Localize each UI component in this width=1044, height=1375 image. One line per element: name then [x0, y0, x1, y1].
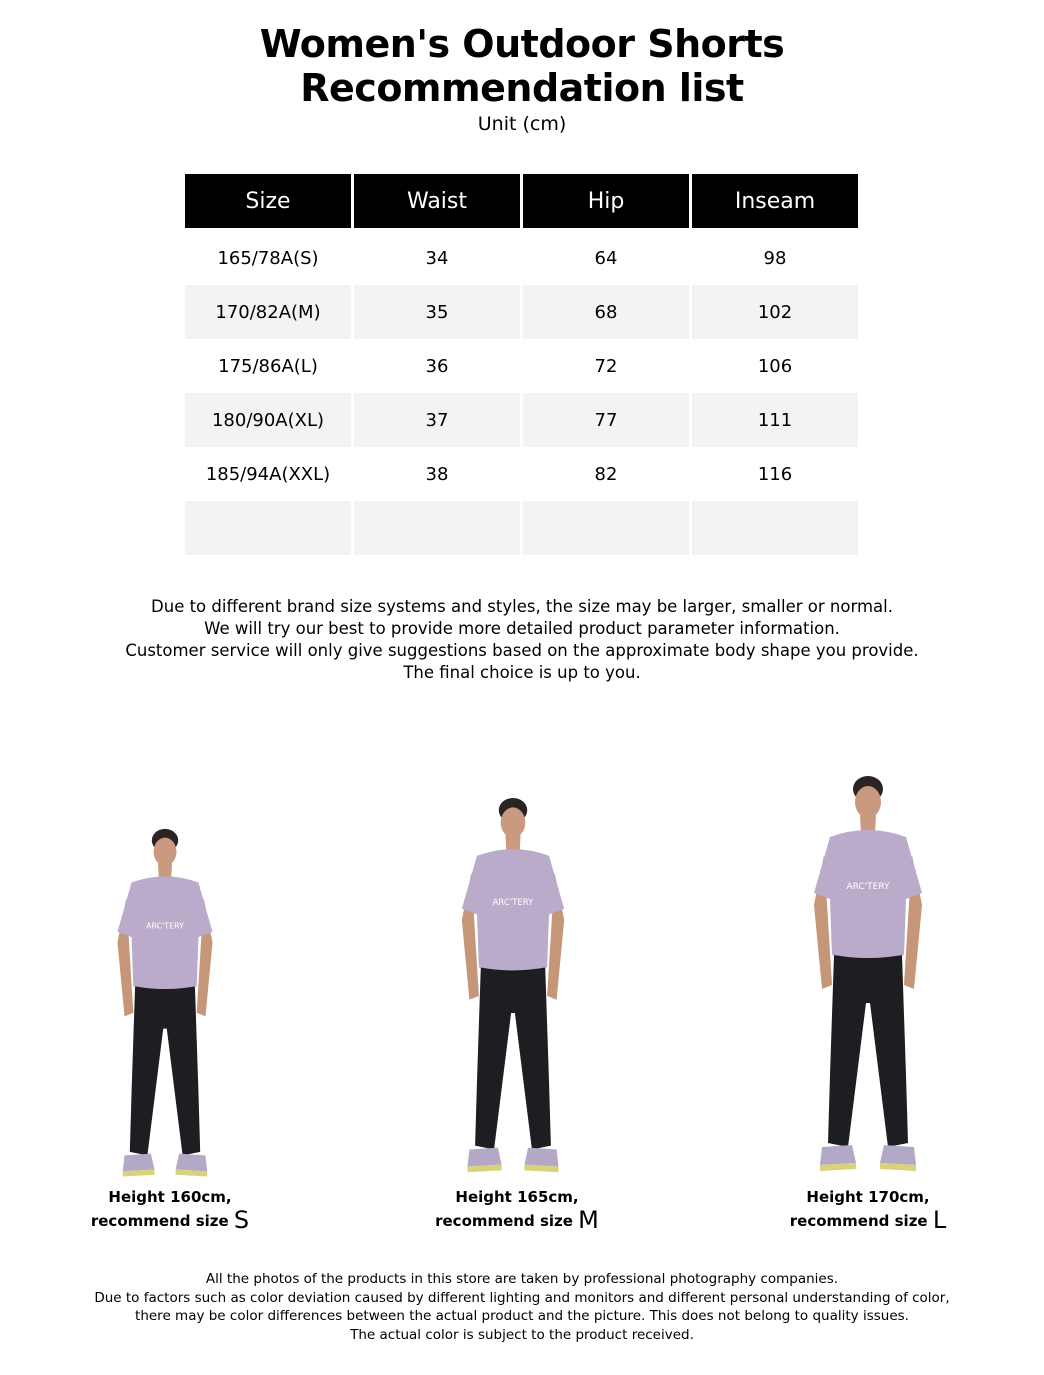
unit-label: Unit (cm): [477, 113, 567, 135]
model-caption-165: [387, 1186, 647, 1233]
cell-size: 175/86A(L): [218, 355, 318, 377]
cell-size: 180/90A(XL): [185, 393, 351, 447]
model-photo-170: [806, 775, 930, 1175]
header-waist: Waist: [354, 174, 520, 231]
cell-hip: 72: [594, 355, 618, 377]
table-row: [185, 231, 858, 285]
model-figure: [117, 829, 212, 1177]
header-inseam: Inseam: [692, 174, 858, 231]
header-hip: Hip: [523, 174, 689, 231]
cell-hip: 77: [523, 393, 689, 447]
cell-inseam: 111: [692, 393, 858, 447]
cell-inseam: [692, 501, 858, 555]
cell-size: 170/82A(M): [185, 285, 351, 339]
disclaimer-line: there may be color differences between the actual product and the picture. This does not belong to quality issues.: [135, 1308, 909, 1325]
cell-hip: 64: [594, 247, 618, 269]
caption-height: Height 160cm,: [108, 1188, 232, 1206]
cell-waist: 34: [425, 247, 449, 269]
note-line: The final choice is up to you.: [403, 663, 641, 682]
table-row: [185, 447, 858, 501]
cell-inseam: 106: [757, 355, 793, 377]
model-caption-170: [738, 1186, 998, 1233]
note-line: Due to different brand size systems and styles, the size may be larger, smaller or normal.: [151, 597, 893, 616]
size-notes: [0, 596, 1044, 684]
cell-inseam: 116: [757, 463, 793, 485]
disclaimer-line: All the photos of the products in this store are taken by professional photography companies.: [205, 1271, 839, 1287]
page-title: [0, 22, 1044, 110]
cell-waist: 35: [354, 285, 520, 339]
photo-disclaimer: [0, 1270, 1044, 1344]
cell-size: 185/94A(XXL): [205, 463, 331, 485]
note-line: We will try our best to provide more detailed product parameter information.: [204, 619, 840, 638]
note-line: Customer service will only give suggestions based on the approximate body shape you provide.: [125, 641, 919, 660]
disclaimer-line: Due to factors such as color deviation caused by different lighting and monitors and different personal understanding of color,: [94, 1289, 950, 1306]
model-photo-165: [452, 797, 574, 1176]
cell-size: [185, 501, 351, 555]
caption-size: L: [932, 1206, 947, 1234]
table-row: [185, 285, 858, 339]
model-photo-160: [100, 828, 230, 1180]
caption-recommend-text: recommend size: [789, 1212, 928, 1230]
table-header-row: [185, 174, 858, 231]
cell-waist: 38: [425, 463, 449, 485]
cell-waist: [354, 501, 520, 555]
cell-inseam: 102: [692, 285, 858, 339]
cell-hip: 82: [594, 463, 618, 485]
title-line-2: Recommendation list: [300, 66, 744, 110]
table-row: [185, 339, 858, 393]
caption-recommend: [738, 1206, 998, 1234]
disclaimer-line: The actual color is subject to the product received.: [350, 1326, 694, 1343]
size-table: [182, 174, 861, 555]
table-row: [185, 393, 858, 447]
title-line-1: Women's Outdoor Shorts: [259, 22, 785, 66]
model-figure: [462, 798, 564, 1172]
cell-waist: 36: [425, 355, 449, 377]
caption-height: Height 165cm,: [455, 1188, 579, 1206]
model-caption-160: [40, 1186, 300, 1233]
caption-recommend-text: recommend size: [435, 1212, 573, 1230]
caption-recommend: [387, 1206, 647, 1234]
header-size: Size: [185, 174, 351, 231]
cell-hip: 68: [523, 285, 689, 339]
shirt-print-text: ARC'TERY: [146, 921, 184, 931]
shirt-print-text: ARC'TERY: [846, 882, 890, 892]
cell-hip: [523, 501, 689, 555]
table-row-empty: [185, 501, 858, 555]
caption-size: M: [578, 1206, 599, 1234]
shirt-print-text: ARC'TERY: [492, 898, 534, 909]
cell-size: 165/78A(S): [217, 247, 319, 269]
caption-recommend: [40, 1206, 300, 1234]
model-figure: [814, 776, 922, 1171]
cell-inseam: 98: [763, 247, 787, 269]
caption-recommend-text: recommend size: [90, 1212, 229, 1230]
caption-size: S: [233, 1206, 250, 1234]
cell-waist: 37: [354, 393, 520, 447]
caption-height: Height 170cm,: [806, 1188, 930, 1206]
